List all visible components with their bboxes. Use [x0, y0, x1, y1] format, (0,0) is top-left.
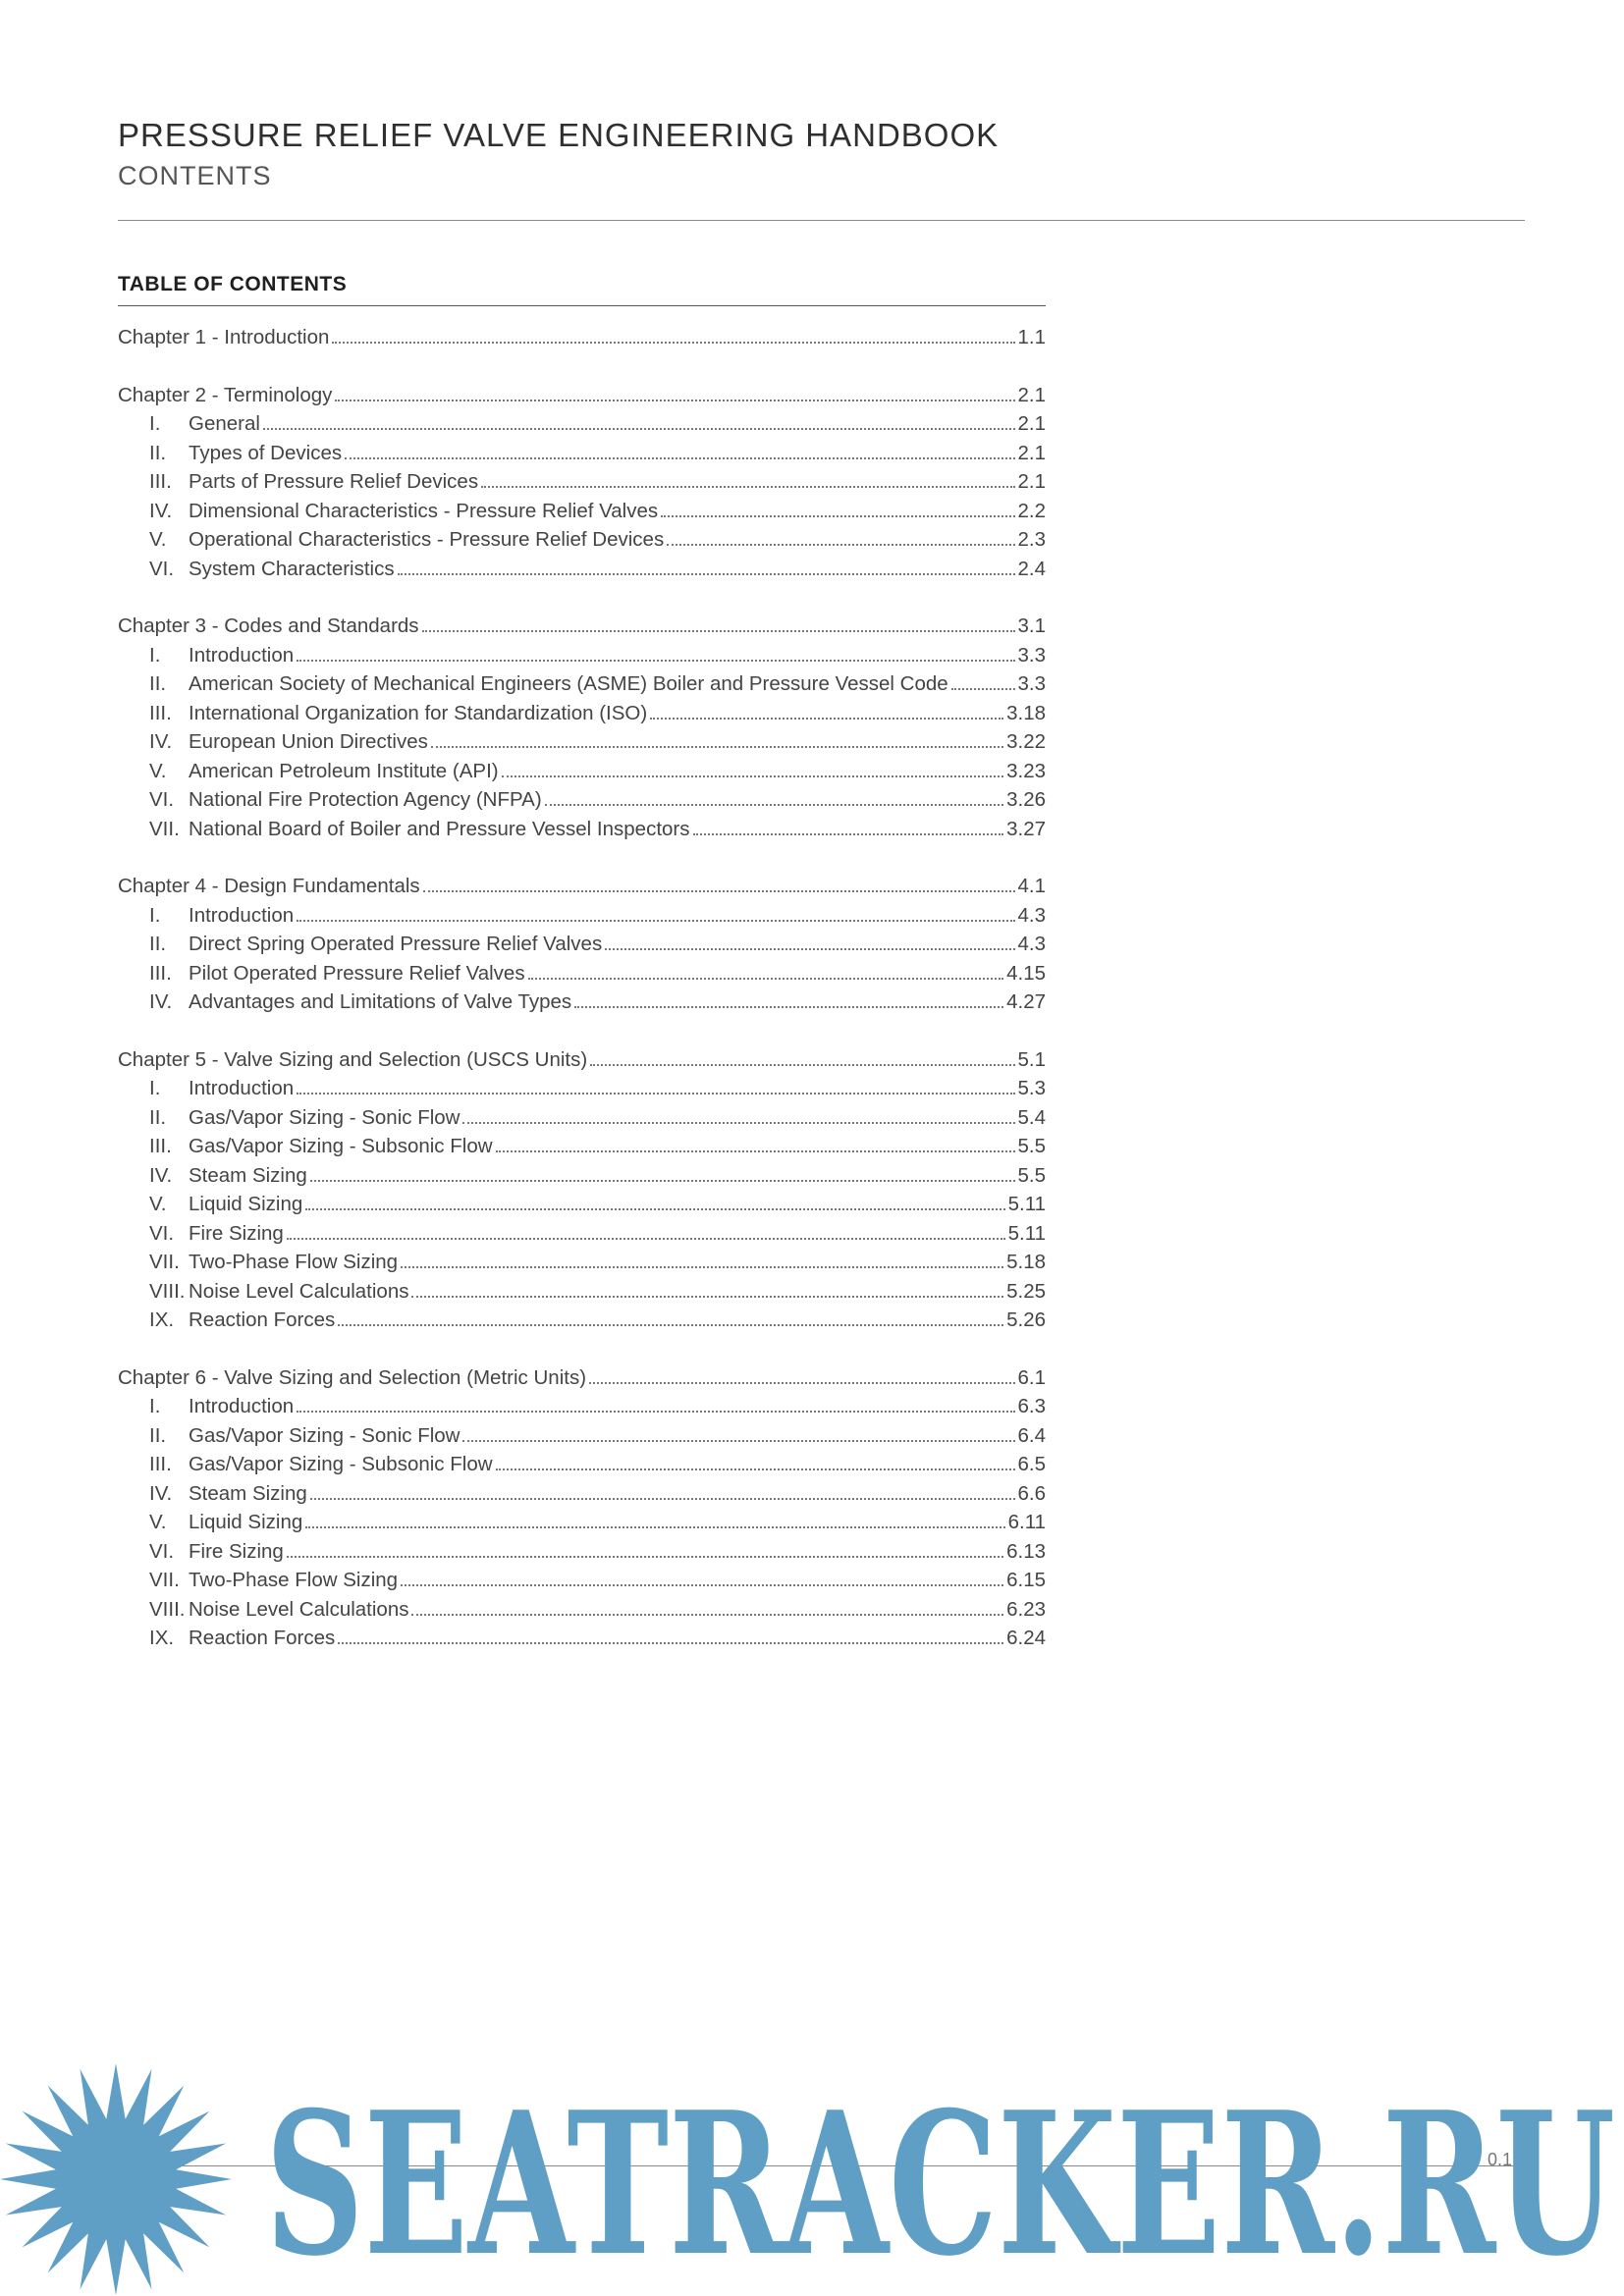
section-number: IX. — [149, 1308, 175, 1331]
toc-section-row[interactable] — [118, 962, 1046, 991]
header-divider — [118, 220, 1525, 221]
toc-section-row[interactable] — [118, 672, 1046, 702]
section-number: IV. — [149, 1481, 173, 1505]
page-ref: 5.11 — [1007, 1193, 1046, 1215]
dot-leader — [462, 1439, 1014, 1442]
dot-leader — [667, 543, 1014, 546]
section-title: Reaction Forces — [189, 1308, 336, 1331]
toc-section-row[interactable] — [118, 1511, 1046, 1540]
section-number: II. — [149, 933, 167, 955]
section-title: Fire Sizing — [189, 1221, 284, 1245]
toc-chapter-group — [118, 614, 1046, 846]
dot-leader — [589, 1381, 1014, 1384]
section-number: II. — [149, 1423, 167, 1447]
dot-leader — [401, 1265, 1003, 1268]
section-number: IV. — [149, 990, 173, 1013]
section-number: I. — [149, 903, 161, 927]
toc-chapter-group — [118, 326, 1046, 355]
document-title: PRESSURE RELIEF VALVE ENGINEERING HANDBOOK — [118, 117, 1000, 153]
dot-leader — [398, 572, 1015, 575]
page-ref: 3.26 — [1006, 788, 1046, 811]
dot-leader — [496, 1149, 1015, 1152]
toc-section-row[interactable] — [118, 1308, 1046, 1338]
toc-body — [118, 326, 1046, 1656]
toc-section-row[interactable] — [118, 644, 1046, 673]
watermark — [0, 2056, 1624, 2296]
section-number: III. — [149, 961, 172, 985]
page-ref: 2.3 — [1017, 528, 1046, 551]
toc-chapter-row[interactable] — [118, 1048, 1046, 1078]
dot-leader — [574, 1005, 1003, 1008]
section-title: European Union Directives — [189, 730, 428, 753]
toc-chapter-row[interactable] — [118, 875, 1046, 904]
page-ref: 6.13 — [1006, 1539, 1046, 1563]
section-title: International Organization for Standardization (ISO) — [189, 701, 648, 724]
section-title: Advantages and Limitations of Valve Types — [189, 990, 572, 1013]
dot-leader — [338, 1641, 1003, 1644]
section-title: Reaction Forces — [189, 1627, 336, 1649]
toc-section-row[interactable] — [118, 1280, 1046, 1309]
chapter-title: Chapter 3 - Codes and Standards — [118, 614, 419, 637]
watermark-text: SEATRACKER.RU — [265, 2069, 1615, 2296]
page-ref: 5.5 — [1017, 1163, 1046, 1187]
page-ref: 6.15 — [1006, 1569, 1046, 1591]
chapter-title: Chapter 5 - Valve Sizing and Selection (USCS Units) — [118, 1047, 588, 1071]
section-number: VIII. — [149, 1597, 186, 1621]
toc-chapter-group — [118, 875, 1046, 1020]
chapter-title: Chapter 1 - Introduction — [118, 326, 330, 348]
dot-leader — [305, 1207, 1004, 1210]
toc-section-row[interactable] — [118, 1106, 1046, 1136]
section-number: V. — [149, 759, 167, 782]
section-title: Pilot Operated Pressure Relief Valves — [189, 961, 525, 985]
section-number: V. — [149, 1511, 167, 1533]
toc-section-row[interactable] — [118, 788, 1046, 818]
page-ref: 5.4 — [1017, 1105, 1046, 1129]
dot-leader — [335, 399, 1014, 401]
page-ref: 5.5 — [1017, 1135, 1046, 1157]
page-ref: 4.27 — [1006, 990, 1046, 1013]
section-title: Two-Phase Flow Sizing — [189, 1251, 399, 1273]
page-ref: 4.3 — [1017, 903, 1046, 927]
dot-leader — [297, 659, 1014, 662]
toc-section-row[interactable] — [118, 1193, 1046, 1222]
toc-heading: TABLE OF CONTENTS — [118, 273, 348, 295]
toc-section-row[interactable] — [118, 1222, 1046, 1252]
section-number: II. — [149, 441, 167, 464]
section-title: Liquid Sizing — [189, 1511, 303, 1533]
page-ref: 6.1 — [1017, 1365, 1046, 1389]
toc-section-row[interactable] — [118, 933, 1046, 962]
dot-leader — [496, 1468, 1015, 1470]
dot-leader — [545, 803, 1003, 806]
section-title: Gas/Vapor Sizing - Subsonic Flow — [189, 1453, 493, 1475]
section-number: III. — [149, 1135, 172, 1157]
toc-chapter-group — [118, 1366, 1046, 1656]
section-number: III. — [149, 701, 172, 724]
toc-section-row[interactable] — [118, 1598, 1046, 1628]
dot-leader — [287, 1555, 1003, 1558]
section-number: V. — [149, 528, 167, 551]
page-ref: 5.26 — [1006, 1308, 1046, 1331]
toc-section-row[interactable] — [118, 1627, 1046, 1656]
toc-section-row[interactable] — [118, 1077, 1046, 1106]
section-number: V. — [149, 1193, 167, 1215]
dot-leader — [661, 514, 1014, 517]
section-title: Dimensional Characteristics - Pressure Relief Valves — [189, 499, 659, 522]
page-ref: 6.11 — [1007, 1511, 1046, 1533]
toc-section-row[interactable] — [118, 528, 1046, 558]
page-ref: 3.3 — [1017, 672, 1046, 695]
toc-section-row[interactable] — [118, 1135, 1046, 1164]
page-ref: 3.1 — [1017, 614, 1046, 637]
section-title: Gas/Vapor Sizing - Sonic Flow — [189, 1105, 460, 1129]
page-ref: 5.25 — [1006, 1279, 1046, 1303]
page-ref: 3.3 — [1017, 643, 1046, 667]
dot-leader — [693, 832, 1004, 835]
page-number: 0.1 — [1488, 2150, 1513, 2169]
dot-leader — [590, 1063, 1014, 1066]
dot-leader — [263, 427, 1015, 430]
toc-section-row[interactable] — [118, 1453, 1046, 1482]
toc-section-row[interactable] — [118, 1482, 1046, 1512]
toc-section-row[interactable] — [118, 1424, 1046, 1454]
section-number: VI. — [149, 557, 175, 580]
toc-section-row[interactable] — [118, 1540, 1046, 1570]
dot-leader — [345, 456, 1014, 459]
table-of-contents — [118, 268, 1046, 1684]
toc-chapter-group — [118, 1048, 1046, 1338]
section-number: I. — [149, 412, 161, 435]
sun-logo-icon — [0, 2063, 232, 2295]
page-header — [118, 116, 1522, 192]
section-number: II. — [149, 672, 167, 695]
section-title: Noise Level Calculations — [189, 1597, 409, 1621]
section-title: Steam Sizing — [189, 1481, 307, 1505]
page-ref: 2.4 — [1017, 557, 1046, 580]
section-number: II. — [149, 1105, 167, 1129]
toc-section-row[interactable] — [118, 730, 1046, 760]
section-title: National Board of Boiler and Pressure Vessel Inspectors — [189, 817, 690, 840]
page-ref: 2.2 — [1017, 499, 1046, 522]
section-title: Liquid Sizing — [189, 1193, 303, 1215]
section-title: Parts of Pressure Relief Devices — [189, 470, 479, 493]
section-number: VIII. — [149, 1279, 186, 1303]
page-ref: 5.3 — [1017, 1077, 1046, 1099]
dot-leader — [650, 717, 1003, 720]
page-ref: 6.6 — [1017, 1481, 1046, 1505]
dot-leader — [411, 1613, 1003, 1616]
toc-divider — [118, 305, 1046, 306]
section-number: VII. — [149, 817, 180, 840]
section-number: I. — [149, 1395, 161, 1417]
section-number: VI. — [149, 1539, 175, 1563]
toc-section-row[interactable] — [118, 412, 1046, 442]
page-ref: 4.3 — [1017, 933, 1046, 955]
page-ref: 5.11 — [1007, 1221, 1046, 1245]
section-title: American Society of Mechanical Engineers (ASME) Boiler and Pressure Vessel Code — [189, 672, 948, 695]
section-title: Gas/Vapor Sizing - Sonic Flow — [189, 1423, 460, 1447]
dot-leader — [502, 774, 1004, 777]
toc-section-row[interactable] — [118, 1395, 1046, 1424]
dot-leader — [332, 341, 1014, 344]
section-title: Introduction — [189, 643, 295, 667]
dot-leader — [297, 1092, 1014, 1095]
toc-section-row[interactable] — [118, 558, 1046, 587]
dot-leader — [462, 1121, 1014, 1124]
dot-leader — [297, 1410, 1014, 1413]
section-number: III. — [149, 470, 172, 493]
page-ref: 6.3 — [1017, 1395, 1046, 1417]
section-title: National Fire Protection Agency (NFPA) — [189, 788, 542, 811]
toc-section-row[interactable] — [118, 500, 1046, 529]
toc-section-row[interactable] — [118, 442, 1046, 471]
section-title: Gas/Vapor Sizing - Subsonic Flow — [189, 1135, 493, 1157]
section-number: I. — [149, 1077, 161, 1099]
page-ref: 3.27 — [1006, 817, 1046, 840]
toc-section-row[interactable] — [118, 818, 1046, 847]
section-number: IV. — [149, 1163, 173, 1187]
section-title: System Characteristics — [189, 557, 395, 580]
toc-chapter-row[interactable] — [118, 1366, 1046, 1396]
page-ref: 3.22 — [1006, 730, 1046, 753]
section-number: VII. — [149, 1569, 180, 1591]
dot-leader — [401, 1583, 1003, 1586]
section-number: VI. — [149, 1221, 175, 1245]
toc-section-row[interactable] — [118, 904, 1046, 934]
dot-leader — [605, 947, 1014, 950]
section-title: Two-Phase Flow Sizing — [189, 1569, 399, 1591]
section-number: VII. — [149, 1251, 180, 1273]
page-ref: 2.1 — [1017, 412, 1046, 435]
section-title: Direct Spring Operated Pressure Relief Valves — [189, 933, 603, 955]
page-ref: 2.1 — [1017, 383, 1046, 406]
chapter-title: Chapter 2 - Terminology — [118, 383, 333, 406]
section-number: VI. — [149, 788, 175, 811]
section-title: Introduction — [189, 903, 295, 927]
section-title: Types of Devices — [189, 441, 343, 464]
section-title: General — [189, 412, 260, 435]
page-ref: 6.4 — [1017, 1423, 1046, 1447]
document-subtitle: CONTENTS — [118, 161, 272, 190]
dot-leader — [338, 1323, 1003, 1326]
toc-chapter-row[interactable] — [118, 384, 1046, 413]
page-ref: 4.1 — [1017, 875, 1046, 897]
section-title: Steam Sizing — [189, 1163, 307, 1187]
page-ref: 4.15 — [1006, 961, 1046, 985]
page-ref: 3.18 — [1006, 701, 1046, 724]
chapter-title: Chapter 6 - Valve Sizing and Selection (Metric Units) — [118, 1365, 587, 1389]
dot-leader — [310, 1497, 1015, 1500]
toc-section-row[interactable] — [118, 760, 1046, 789]
section-number: IV. — [149, 499, 173, 522]
dot-leader — [431, 745, 1003, 748]
page-ref: 6.24 — [1006, 1627, 1046, 1649]
page-ref: 6.5 — [1017, 1453, 1046, 1475]
toc-section-row[interactable] — [118, 1164, 1046, 1194]
dot-leader — [951, 687, 1015, 690]
section-number: III. — [149, 1453, 172, 1475]
page-ref: 2.1 — [1017, 441, 1046, 464]
dot-leader — [422, 629, 1015, 632]
section-title: Introduction — [189, 1077, 295, 1099]
section-number: IX. — [149, 1627, 175, 1649]
chapter-title: Chapter 4 - Design Fundamentals — [118, 875, 420, 897]
section-number: I. — [149, 643, 161, 667]
dot-leader — [411, 1295, 1003, 1298]
section-title: Fire Sizing — [189, 1539, 284, 1563]
page-ref: 5.1 — [1017, 1047, 1046, 1071]
toc-chapter-group — [118, 384, 1046, 587]
toc-section-row[interactable] — [118, 990, 1046, 1020]
section-number: IV. — [149, 730, 173, 753]
toc-section-row[interactable] — [118, 1251, 1046, 1280]
section-title: Introduction — [189, 1395, 295, 1417]
page-ref: 1.1 — [1017, 326, 1046, 348]
dot-leader — [287, 1237, 1005, 1240]
page-ref: 3.23 — [1006, 759, 1046, 782]
dot-leader — [305, 1525, 1004, 1528]
page-ref: 5.18 — [1006, 1251, 1046, 1273]
section-title: American Petroleum Institute (API) — [189, 759, 499, 782]
dot-leader — [310, 1179, 1015, 1182]
section-title: Noise Level Calculations — [189, 1279, 409, 1303]
dot-leader — [423, 889, 1015, 892]
toc-section-row[interactable] — [118, 1569, 1046, 1598]
toc-section-row[interactable] — [118, 470, 1046, 500]
dot-leader — [528, 977, 1004, 980]
dot-leader — [297, 919, 1014, 922]
page-ref: 2.1 — [1017, 470, 1046, 493]
toc-section-row[interactable] — [118, 702, 1046, 731]
toc-chapter-row[interactable] — [118, 326, 1046, 355]
section-title: Operational Characteristics - Pressure Relief Devices — [189, 528, 665, 551]
dot-leader — [481, 485, 1014, 488]
toc-chapter-row[interactable] — [118, 614, 1046, 644]
page-ref: 6.23 — [1006, 1597, 1046, 1621]
